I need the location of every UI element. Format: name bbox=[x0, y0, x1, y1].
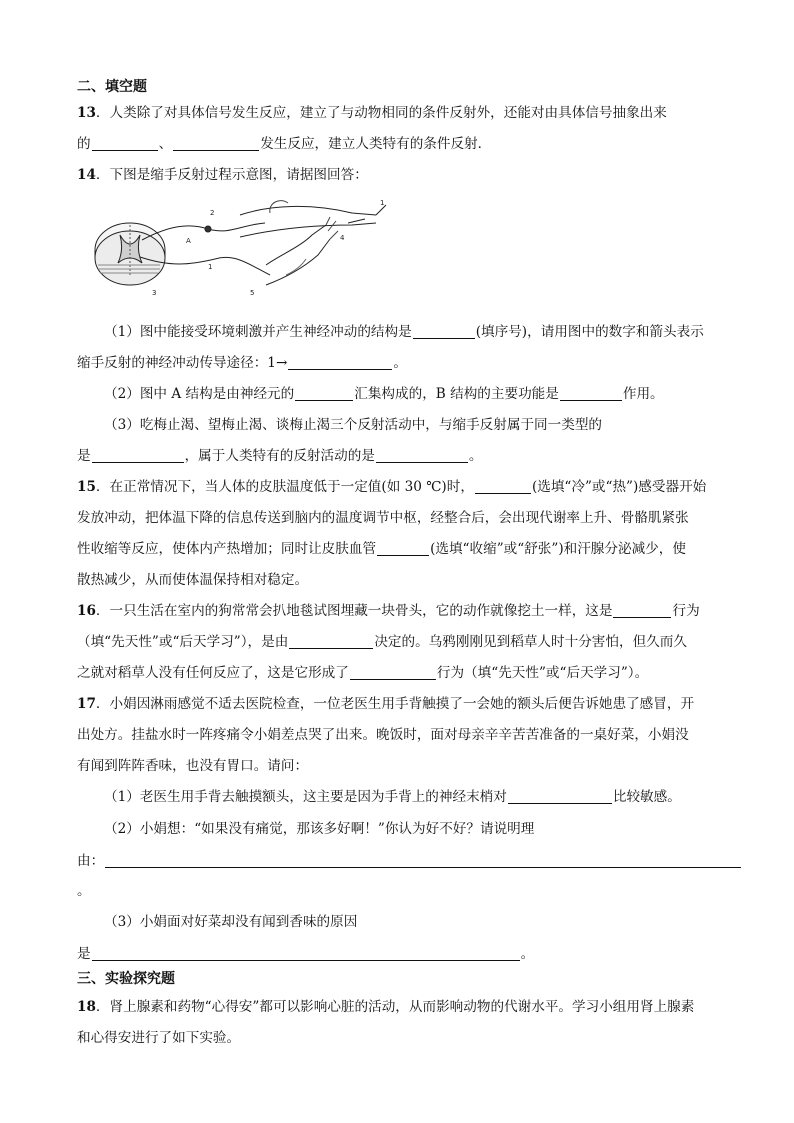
label-4: 4 bbox=[340, 234, 345, 242]
question-text: 、 bbox=[158, 136, 173, 152]
question-14-part-3-line-2 bbox=[77, 447, 746, 465]
answer-blank[interactable] bbox=[92, 136, 158, 151]
question-14-part-2 bbox=[104, 385, 746, 403]
question-number: 18 bbox=[77, 999, 96, 1015]
question-text: (选填“收缩”或“舒张”)和汗腺分泌减少，使 bbox=[430, 541, 686, 557]
reflex-arc-diagram bbox=[90, 195, 390, 305]
answer-blank[interactable] bbox=[350, 665, 436, 680]
question-17-part-3-line-1: （3）小娟面对好菜却没有闻到香味的原因 bbox=[104, 914, 358, 930]
question-text: 比较敏感。 bbox=[612, 789, 681, 805]
question-text: 。 bbox=[520, 946, 535, 962]
question-text: 。 bbox=[393, 355, 407, 371]
answer-blank[interactable] bbox=[560, 386, 622, 401]
question-14-part-3-line-1 bbox=[104, 416, 746, 434]
question-15-line-2: 发放冲动，把体温下降的信息传送到脑内的温度调节中枢，经整合后，会出现代谢率上升、骨骼肌紧张 bbox=[77, 510, 689, 526]
question-15-line-3 bbox=[77, 540, 746, 558]
question-text: ．下图是缩手反射过程示意图，请据图回答： bbox=[95, 167, 368, 183]
answer-blank[interactable] bbox=[475, 479, 531, 494]
question-13-line-1 bbox=[77, 104, 746, 122]
question-text: ．在正常情况下，当人体的皮肤温度低于一定值(如 30 ℃)时， bbox=[95, 479, 474, 495]
question-16-line-1 bbox=[77, 602, 746, 620]
question-17-line-2: 出处方。挂盐水时一阵疼痛令小娟差点哭了出来。晚饭时，面对母亲辛辛苦苦准备的一桌好菜，小娟没 bbox=[77, 727, 689, 743]
question-text: 的 bbox=[77, 136, 91, 152]
answer-blank[interactable] bbox=[173, 136, 259, 151]
question-16-line-2 bbox=[77, 633, 746, 651]
question-text: 是 bbox=[77, 946, 91, 962]
answer-blank[interactable] bbox=[508, 789, 612, 804]
label-1: 1 bbox=[380, 199, 385, 207]
question-text: 发生反应，建立人类特有的条件反射． bbox=[260, 136, 492, 152]
question-18-line-2: 和心得安进行了如下实验。 bbox=[77, 1030, 241, 1046]
question-text: ．肾上腺素和药物“心得安”都可以影响心脏的活动，从而影响动物的代谢水平。学习小组用肾上腺素 bbox=[95, 999, 695, 1015]
question-16-line-3 bbox=[77, 664, 746, 682]
question-text: 作用。 bbox=[622, 386, 664, 402]
answer-blank[interactable] bbox=[105, 853, 741, 868]
answer-blank[interactable] bbox=[295, 386, 353, 401]
question-text: 决定的。乌鸦刚刚见到稻草人时十分害怕，但久而久 bbox=[374, 634, 687, 650]
question-text: （2）图中 A 结构是由神经元的 bbox=[104, 386, 295, 402]
question-text: 之就对稻草人没有任何反应了，这是它形成了 bbox=[77, 665, 349, 681]
answer-blank[interactable] bbox=[288, 355, 392, 370]
label-B: 1 bbox=[208, 263, 213, 271]
answer-blank[interactable] bbox=[289, 634, 373, 649]
label-3: 3 bbox=[152, 289, 157, 297]
section-heading-fill-in: 二、填空题 bbox=[77, 79, 147, 95]
label-5: 5 bbox=[250, 289, 255, 297]
answer-blank[interactable] bbox=[376, 448, 468, 463]
question-18-line-1 bbox=[77, 998, 746, 1016]
question-text: ．一只生活在室内的狗常常会扒地毯试图埋藏一块骨头，它的动作就像挖土一样，这是 bbox=[95, 603, 613, 619]
question-17-line-3: 有闻到阵阵香味，也没有胃口。请问： bbox=[77, 758, 309, 774]
section-heading-experiment: 三、实验探究题 bbox=[77, 971, 175, 987]
question-14-stem bbox=[77, 166, 746, 184]
question-text: 。 bbox=[468, 448, 483, 464]
question-text: ．小娟因淋雨感觉不适去医院检查，一位老医生用手背触摸了一会她的额头后便告诉她患了感冒，开 bbox=[95, 696, 695, 712]
question-14-part-1-line-1 bbox=[104, 323, 746, 341]
question-text: 由： bbox=[77, 853, 105, 869]
question-text: 缩手反射的神经冲动传导途径：1→ bbox=[77, 355, 288, 371]
reflex-arc-illustration bbox=[90, 195, 390, 305]
question-17-line-1 bbox=[77, 695, 746, 713]
answer-blank[interactable] bbox=[377, 541, 429, 556]
question-number: 16 bbox=[77, 603, 96, 619]
question-text: （3）吃梅止渴、望梅止渴、谈梅止渴三个反射活动中，与缩手反射属于同一类型的 bbox=[104, 417, 603, 433]
question-text: 是 bbox=[77, 448, 91, 464]
question-text: 性收缩等反应，使体内产热增加；同时让皮肤血管 bbox=[77, 541, 377, 557]
question-text: 汇集构成的，B 结构的主要功能是 bbox=[354, 386, 559, 402]
question-17-part-2-line-2 bbox=[77, 852, 746, 870]
label-A: A bbox=[186, 237, 191, 245]
answer-blank[interactable] bbox=[413, 324, 475, 339]
question-text: 行为（填“先天性”或“后天学习”）。 bbox=[436, 665, 649, 681]
answer-blank[interactable] bbox=[613, 603, 671, 618]
question-number: 13 bbox=[77, 105, 96, 121]
question-14-part-1-line-2 bbox=[77, 354, 746, 372]
question-17-part-2-line-3: 。 bbox=[77, 883, 91, 899]
question-text: ，属于人类特有的反射活动的是 bbox=[184, 448, 375, 464]
question-text: ．人类除了对具体信号发生反应，建立了与动物相同的条件反射外，还能对由具体信号抽象出来 bbox=[95, 105, 667, 121]
question-17-part-1 bbox=[104, 788, 746, 806]
question-number: 17 bbox=[77, 696, 96, 712]
question-number: 14 bbox=[77, 167, 96, 183]
question-number: 15 bbox=[77, 479, 96, 495]
question-15-line-4: 散热减少，从而使体温保持相对稳定。 bbox=[77, 572, 309, 588]
question-text: （1）老医生用手背去触摸额头，这主要是因为手背上的神经末梢对 bbox=[104, 789, 507, 805]
question-13-line-2 bbox=[77, 135, 746, 153]
question-17-part-2-line-1: （2）小娟想：“如果没有痛觉，那该多好啊！”你认为好不好？请说明理 bbox=[104, 821, 535, 837]
question-text: （填“先天性”或“后天学习”），是由 bbox=[77, 634, 289, 650]
answer-blank[interactable] bbox=[92, 448, 184, 463]
answer-blank[interactable] bbox=[92, 946, 520, 961]
question-text: (选填“冷”或“热”)感受器开始 bbox=[531, 479, 707, 495]
question-15-line-1 bbox=[77, 478, 746, 496]
question-text: (填序号)，请用图中的数字和箭头表示 bbox=[475, 324, 704, 340]
label-2: 2 bbox=[210, 209, 215, 217]
question-17-part-3-line-2 bbox=[77, 945, 746, 963]
question-text: 行为 bbox=[672, 603, 700, 619]
question-text: （1）图中能接受环境刺激并产生神经冲动的结构是 bbox=[104, 324, 412, 340]
